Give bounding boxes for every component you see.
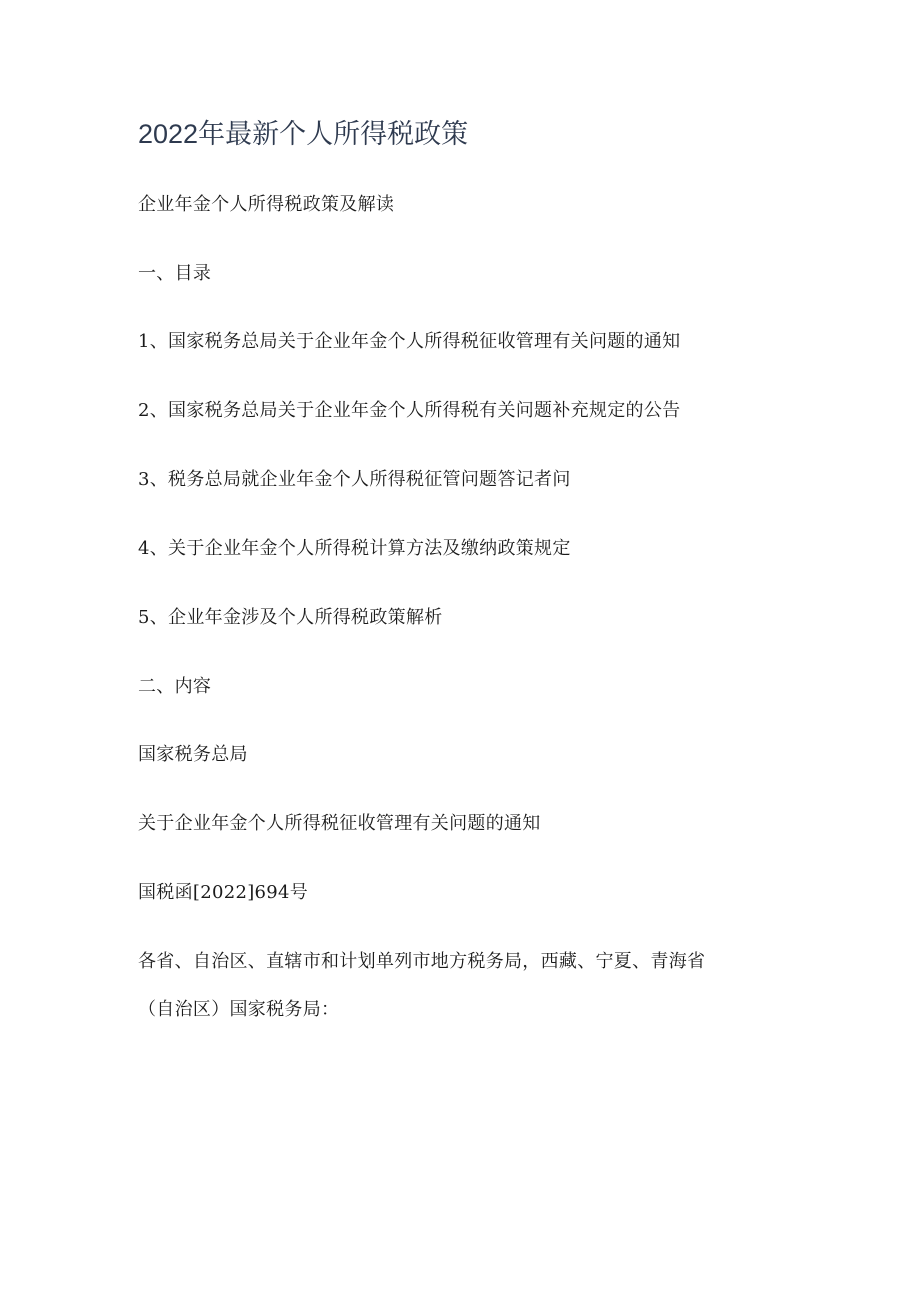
section-heading-toc: 一、目录 [138, 263, 212, 284]
document-subtitle: 企业年金个人所得税政策及解读 [138, 194, 395, 215]
section-heading-content: 二、内容 [138, 676, 212, 697]
issuer-name: 国家税务总局 [138, 744, 248, 765]
toc-item: 4、关于企业年金个人所得税计算方法及缴纳政策规定 [138, 538, 571, 559]
addressee-line: （自治区）国家税务局： [138, 999, 340, 1020]
notice-title: 关于企业年金个人所得税征收管理有关问题的通知 [138, 813, 541, 834]
toc-item: 5、企业年金涉及个人所得税政策解析 [138, 607, 443, 628]
toc-item: 3、税务总局就企业年金个人所得税征管问题答记者问 [138, 469, 571, 490]
document-number: 国税函[2022]694号 [138, 882, 309, 903]
page-title: 2022年最新个人所得税政策 [138, 119, 469, 149]
toc-item: 1、国家税务总局关于企业年金个人所得税征收管理有关问题的通知 [138, 331, 681, 352]
addressee-line: 各省、自治区、直辖市和计划单列市地方税务局，西藏、宁夏、青海省 [138, 951, 706, 972]
toc-item: 2、国家税务总局关于企业年金个人所得税有关问题补充规定的公告 [138, 400, 681, 421]
